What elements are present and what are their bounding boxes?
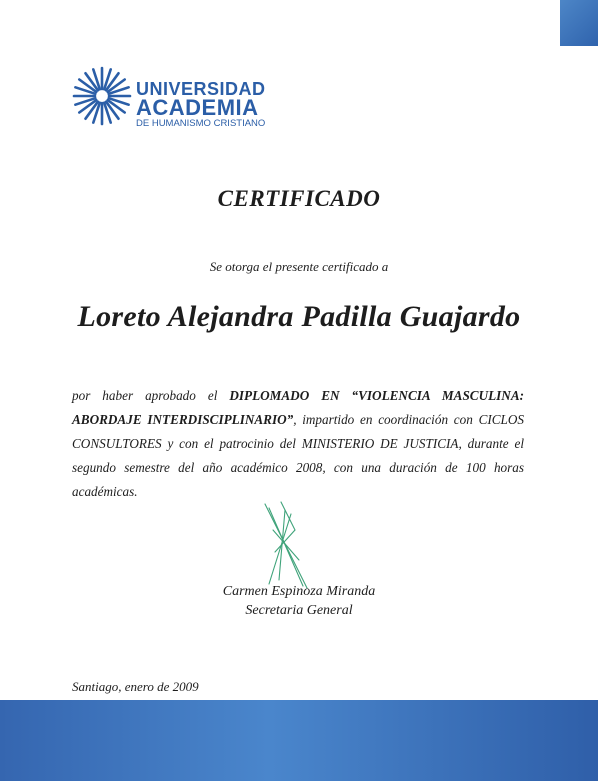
body-text-part2: , impartido en coordinación con CICLOS CONSULTORES y con el patrocinio del MINISTERIO DE JUSTICIA, durante el segundo semestre del año académico 2008, con una duración de 100 horas académicas. (72, 412, 525, 499)
recipient-name: Loreto Alejandra Padilla Guajardo (77, 300, 521, 333)
footer-band (0, 700, 598, 781)
starburst-logo-icon (72, 64, 132, 128)
program-name: DIPLOMADO EN “VIOLENCIA MASCULINA: ABORDAJE INTERDISCIPLINARIO” (72, 388, 525, 427)
place-and-date: Santiago, enero de 2009 (72, 679, 199, 694)
body-text-part1: por haber aprobado el (72, 388, 218, 403)
signatory-name: Carmen Espinoza Miranda (222, 584, 376, 599)
university-logo (72, 62, 272, 132)
certificate-title: CERTIFICADO (217, 186, 381, 211)
institution-line1: UNIVERSIDAD (136, 79, 266, 99)
certificate-body (72, 384, 524, 504)
corner-decoration (560, 0, 598, 46)
handwritten-signature (255, 500, 315, 592)
institution-line2: ACADEMIA (136, 95, 259, 120)
signatory-role: Secretaria General (245, 603, 353, 618)
certificate-intro: Se otorga el presente certificado a (209, 259, 389, 274)
institution-line3: DE HUMANISMO CRISTIANO (136, 118, 266, 129)
